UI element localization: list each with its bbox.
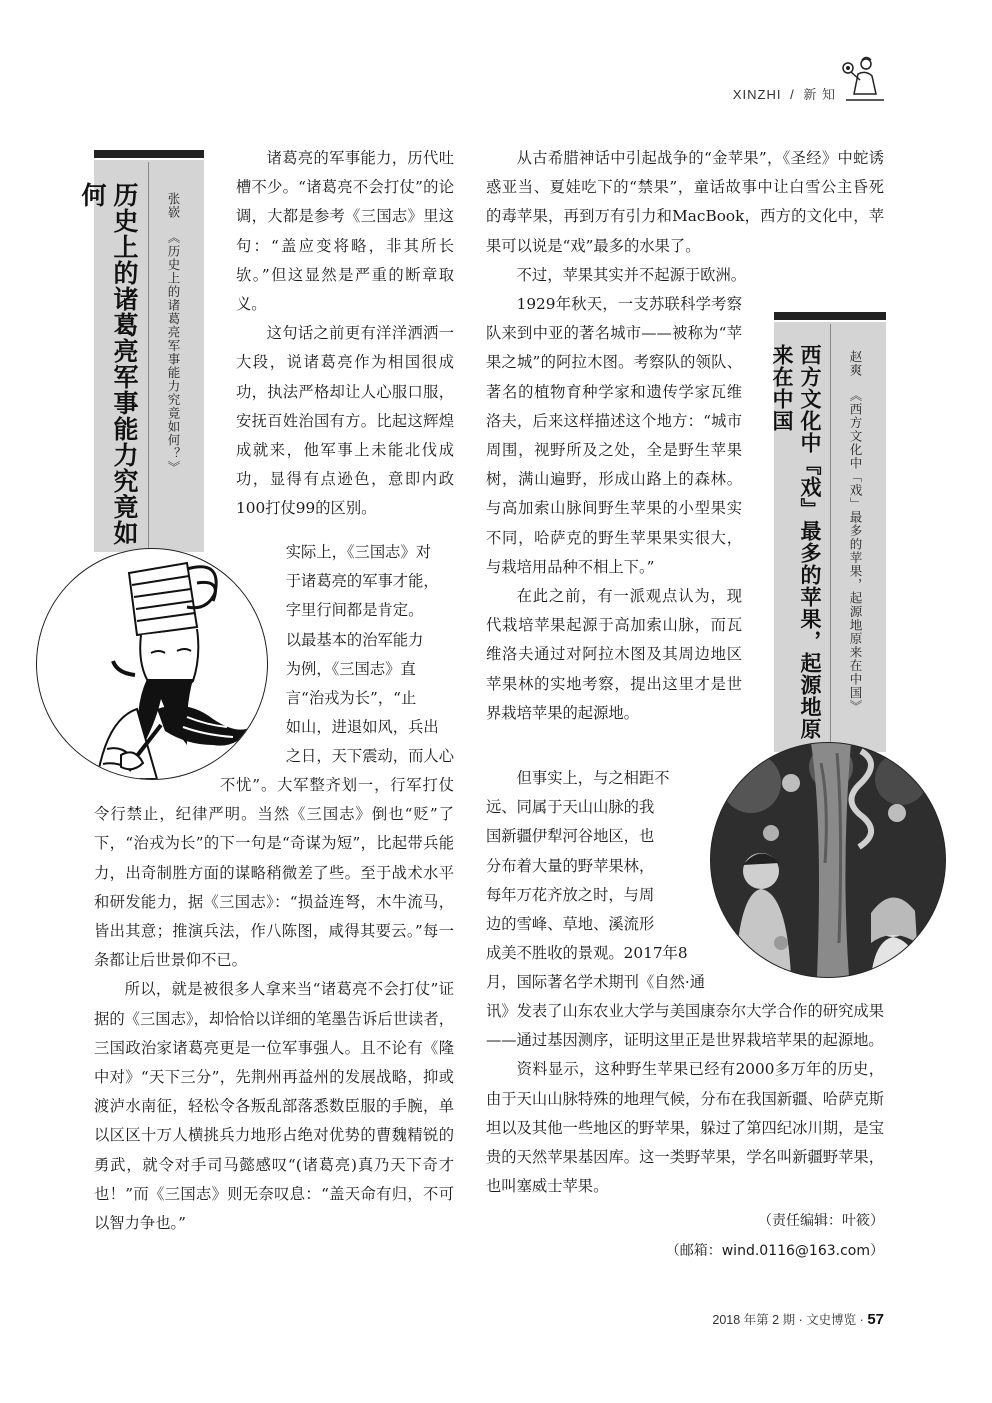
article2-paragraph-5-wrap	[486, 764, 705, 998]
article2-wrap-line: 分布着大量的野苹果林，	[486, 856, 655, 875]
article2-wrap-line: 成美不胜收的景观。2017年8	[486, 944, 688, 963]
article1-title-box	[78, 150, 204, 552]
article2-title: 西方文化中『戏』最多的苹果，起源地原来在中国	[770, 344, 823, 740]
reader-figure-logo-icon	[836, 54, 886, 104]
running-head	[733, 84, 836, 103]
article2-paragraph-6: 资料显示，这种野生苹果已经有2000多万年的历史，由于天山山脉特殊的地理气候，分布在我国新疆、哈萨克斯坦以及其他一些地区的野苹果，躲过了第四纪冰川期，是宝贵的天然苹果基因库。这一类野苹果，学名叫新疆野苹果，也叫塞威士苹果。	[486, 1060, 884, 1196]
article1-wrap-line: 于诸葛亮的军事才能，	[285, 572, 439, 591]
article1-paragraph-2: 这句话之前更有洋洋洒洒一大段，说诸葛亮作为相国很成功，执法严格却让人心服口服，安抚百姓治国有方。比起这辉煌成就来，他军事上未能北伐成功，显得有点逊色，意即内政100打仗99的区别。	[236, 324, 454, 518]
article1-wrap-line: 之日，天下震动，而人心	[285, 747, 454, 766]
article2-byline	[846, 350, 864, 713]
article2-source: 《西方文化中「戏」最多的苹果，起源地原来在中国》	[848, 389, 863, 713]
article1-paragraph-4: 所以，就是被很多人拿来当“诸葛亮不会打仗”证据的《三国志》，却恰恰以详细的笔墨告诉后世读者，三国政治家诸葛亮更是一位军事强人。且不论有《隆中对》“天下三分”，先荆州再益州的发展战略，抑或渡泸水南征，轻松令各叛乱部落悉数臣服的手腕，单以区区十万人横挑兵力地形占绝对优势的曹魏精锐的勇武，就令对手司马懿感叹“(诸葛亮)真乃天下奇才也！”而《三国志》则无奈叹息：“盖天命有归，不可以智力争也。”	[94, 980, 454, 1233]
article1-wrap-line: 言“治戎为长”，“止	[285, 689, 417, 708]
article1-source: 《历史上的诸葛亮军事能力究竟如何？》	[166, 231, 181, 474]
article1-paragraph-1: 诸葛亮的军事能力，历代吐槽不少。“诸葛亮不会打仗”的论调，大都是参考《三国志》里这句：“盖应变将略，非其所长欤。”但这显然是严重的断章取义。	[236, 149, 454, 314]
article2-bottom-column	[486, 997, 884, 1267]
article2-wrap-line: 远、同属于天山山脉的我	[486, 798, 655, 817]
magazine-name: XINZHI	[732, 87, 782, 102]
article2-paragraph-4: 在此之前，有一派观点认为，现代栽培苹果起源于高加索山脉，而瓦维洛夫通过对阿拉木图及其周边地区苹果林的实地考察，提出这里才是世界栽培苹果的起源地。	[486, 587, 742, 722]
article2-paragraph-1: 从古希腊神话中引起战争的“金苹果”，《圣经》中蛇诱惑亚当、夏娃吃下的“禁果”，童话故事中让白雪公主昏死的毒苹果，再到万有引力和MacBook，西方的文化中，苹果可以说是“戏”最多的水果了。	[486, 149, 884, 255]
article2-author: 赵爽	[848, 350, 863, 377]
article1-wrap-line: 以最基本的治军能力	[285, 630, 424, 649]
article2-paragraph-5-rest: 讯》发表了山东农业大学与美国康奈尔大学合作的研究成果——通过基因测序，证明这里正是世界栽培苹果的起源地。	[486, 1002, 884, 1050]
article2-wrap-line: 但事实上，与之相距不	[516, 769, 670, 787]
section-name: 新 知	[803, 87, 836, 102]
adam-eve-painting-icon	[711, 743, 945, 977]
article1-wrap-line: 实际上，《三国志》对	[285, 543, 432, 561]
article1-wrap-line: 如山，进退如风，兵出	[285, 718, 439, 737]
article1-paragraph-3-rest: 不忧”。大军整齐划一，行军打仗令行禁止，纪律严明。当然《三国志》倒也“贬”了下，“治戎为长”的下一句是“奇谋为短”，比起带兵能力，出奇制胜方面的谋略稍微差了些。至于战术水平和研发能力，据《三国志》：“损益连弩，木牛流马，皆出其意；推演兵法，作八陈图，咸得其要云。”每一条都让后世景仰不已。	[94, 776, 454, 970]
zhuge-liang-portrait-icon	[37, 549, 267, 779]
adam-eve-illustration	[710, 742, 946, 978]
article2-middle-column	[486, 290, 742, 728]
article2-paragraph-2: 不过，苹果其实并不起源于欧洲。	[516, 265, 747, 284]
article1-byline	[164, 192, 182, 474]
article1-paragraph-3-wrap	[286, 538, 454, 772]
editor-credit: （责任编辑：叶筱）	[758, 1213, 884, 1230]
article1-bottom-column	[94, 771, 454, 1238]
article2-paragraph-3: 1929年秋天，一支苏联科学考察队来到中亚的著名城市——被称为“苹果之城”的阿拉木图。考察队的领队、著名的植物育种学家和遗传学家瓦维洛夫，后来这样描述这个地方：“城市周围，视野所及之处，全是野生苹果树，满山遍野，形成山路上的森林。与高加索山脉间野生苹果的小型果实不同，哈萨克的野生苹果果实很大，与栽培用品种不相上下。”	[486, 295, 742, 576]
issue-info: 2018 年第 2 期 · 文史博览 ·	[712, 1313, 864, 1327]
editor-email: （邮箱：wind.0116@163.com）	[665, 1243, 884, 1260]
article2-wrap-line: 边的雪峰、草地、溪流形	[486, 915, 655, 934]
article1-wrap-line: 字里行间都是肯定。	[285, 601, 424, 620]
page-footer	[712, 1310, 884, 1328]
article2-wrap-line: 月，国际著名学术期刊《自然·通	[486, 973, 706, 992]
article2-top-column	[486, 144, 884, 290]
header-separator: /	[790, 87, 795, 102]
article2-title-box	[770, 312, 886, 752]
article1-top-column	[236, 144, 454, 524]
article1-wrap-line: 为例，《三国志》直	[285, 659, 416, 678]
zhuge-liang-illustration	[36, 548, 268, 780]
article1-title: 历史上的诸葛亮军事能力究竟如何	[78, 182, 139, 546]
article1-author: 张嵚	[166, 192, 181, 219]
article2-wrap-line: 每年万花齐放之时，与周	[486, 885, 655, 904]
article2-wrap-line: 国新疆伊犁河谷地区，也	[486, 827, 655, 846]
page-number: 57	[867, 1311, 884, 1328]
